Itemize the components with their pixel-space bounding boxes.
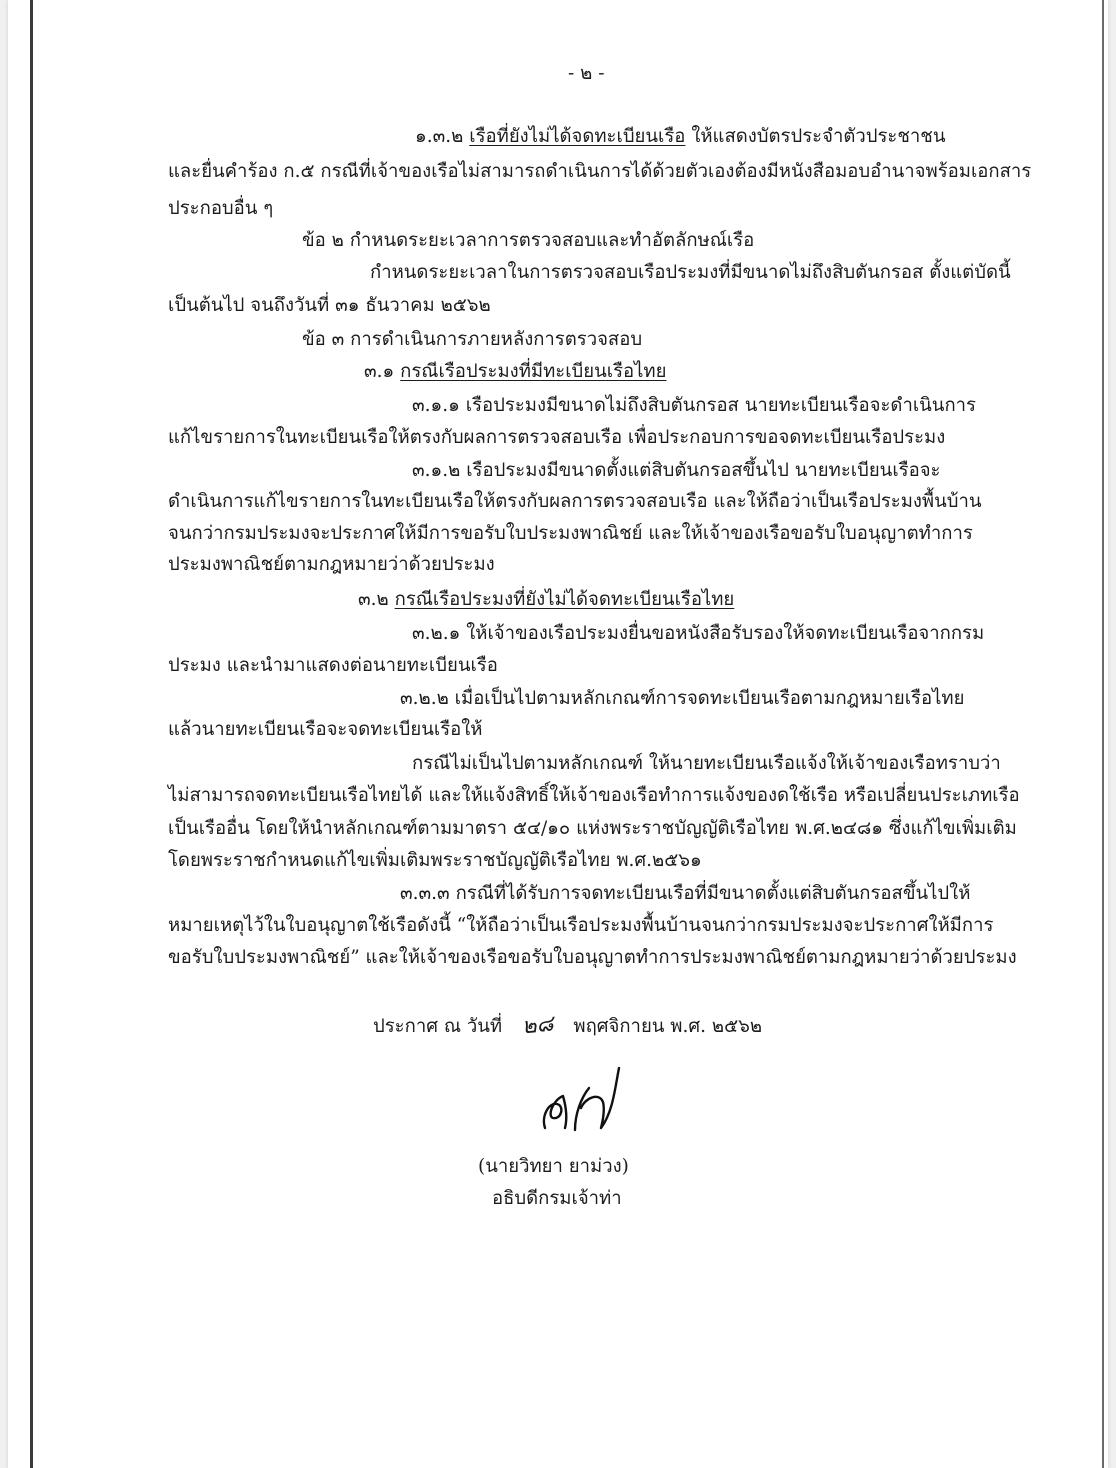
body-line: ๓.๒.๒ เมื่อเป็นไปตามหลักเกณฑ์การจดทะเบียนเรือตามกฎหมายเรือไทย [400, 688, 965, 709]
body-line: จนกว่ากรมประมงจะประกาศให้มีการขอรับใบประมงพาณิชย์ และให้เจ้าของเรือขอรับใบอนุญาตทำการ [168, 523, 973, 544]
clause-number: ๑.๓.๒ [415, 126, 464, 147]
section-heading-2: ข้อ ๒ กำหนดระยะเวลาการตรวจสอบและทำอัตลักษณ์เรือ [302, 230, 755, 251]
body-line: โดยพระราชกำหนดแก้ไขเพิ่มเติมพระราชบัญญัติเรือไทย พ.ศ.๒๕๖๑ [168, 850, 702, 871]
body-line: ๓.๓.๓ กรณีที่ได้รับการจดทะเบียนเรือที่มีขนาดตั้งแต่สิบตันกรอสขึ้นไปให้ [400, 883, 971, 904]
body-line: ๓.๒.๑ ให้เจ้าของเรือประมงยื่นขอหนังสือรับรองให้จดทะเบียนเรือจากกรม [412, 623, 985, 644]
subsection-number: ๓.๒ [358, 589, 389, 610]
body-line: หมายเหตุไว้ในใบอนุญาตใช้เรือดังนี้ “ให้ถือว่าเป็นเรือประมงพื้นบ้านจนกว่ากรมประมงจะประกาศให้มีการ [168, 915, 994, 936]
body-line: กำหนดระยะเวลาในการตรวจสอบเรือประมงที่มีขนาดไม่ถึงสิบตันกรอส ตั้งแต่บัดนี้ [370, 262, 1011, 283]
announce-month-year: พฤศจิกายน พ.ศ. ๒๕๖๒ [573, 1016, 763, 1037]
subsection-heading-underlined: กรณีเรือประมงที่มีทะเบียนเรือไทย [400, 361, 667, 382]
subsection-number: ๓.๑ [364, 361, 395, 382]
signer-name: (นายวิทยา ยาม่วง) [478, 1156, 629, 1177]
body-line: เป็นต้นไป จนถึงวันที่ ๓๑ ธันวาคม ๒๕๖๒ [168, 295, 491, 316]
body-line: ประมง และนำมาแสดงต่อนายทะเบียนเรือ [168, 655, 498, 676]
subsection-heading-underlined: กรณีเรือประมงที่ยังไม่ได้จดทะเบียนเรือไทย [394, 589, 735, 610]
body-line: ประมงพาณิชย์ตามกฎหมายว่าด้วยประมง [168, 554, 495, 575]
clause-1-3-2 [415, 125, 946, 149]
body-line: ขอรับใบประมงพาณิชย์” และให้เจ้าของเรือขอรับใบอนุญาตทำการประมงพาณิชย์ตามกฎหมายว่าด้วยประมง [168, 947, 1017, 968]
body-line: ๓.๑.๒ เรือประมงมีขนาดตั้งแต่สิบตันกรอสขึ้นไป นายทะเบียนเรือจะ [412, 460, 941, 481]
announcement-date [373, 1011, 763, 1040]
subsection-3-2 [358, 588, 734, 612]
clause-text: ให้แสดงบัตรประจำตัวประชาชน [691, 126, 946, 147]
signature [523, 1058, 633, 1138]
body-line: เป็นเรืออื่น โดยให้นำหลักเกณฑ์ตามมาตรา ๕๔/๑๐ แห่งพระราชบัญญัติเรือไทย พ.ศ.๒๔๘๑ ซึ่งแก้ไขเพิ่มเติม [168, 818, 1017, 839]
body-line: แล้วนายทะเบียนเรือจะจดทะเบียนเรือให้ [168, 719, 483, 740]
body-line: ดำเนินการแก้ไขรายการในทะเบียนเรือให้ตรงกับผลการตรวจสอบเรือ และให้ถือว่าเป็นเรือประมงพื้นบ้าน [168, 491, 982, 512]
body-line: ไม่สามารถจดทะเบียนเรือไทยได้ และให้แจ้งสิทธิ์ให้เจ้าของเรือทำการแจ้งของดใช้เรือ หรือเปลี่ยนประเภทเรือ [168, 785, 1020, 806]
body-line: ๓.๑.๑ เรือประมงมีขนาดไม่ถึงสิบตันกรอส นายทะเบียนเรือจะดำเนินการ [412, 395, 976, 416]
body-line: และยื่นคำร้อง ก.๕ กรณีที่เจ้าของเรือไม่สามารถดำเนินการได้ด้วยตัวเองต้องมีหนังสือมอบอำนาจพร้อมเอกสาร [168, 161, 1032, 182]
page-number: - ๒ - [568, 63, 605, 84]
body-line: แก้ไขรายการในทะเบียนเรือให้ตรงกับผลการตรวจสอบเรือ เพื่อประกอบการขอจดทะเบียนเรือประมง [168, 427, 946, 448]
announce-day-handwritten: ๒๘ [520, 1011, 555, 1040]
announce-prefix: ประกาศ ณ วันที่ [373, 1016, 503, 1037]
body-line: กรณีไม่เป็นไปตามหลักเกณฑ์ ให้นายทะเบียนเรือแจ้งให้เจ้าของเรือทราบว่า [412, 753, 1001, 774]
clause-heading-underlined: เรือที่ยังไม่ได้จดทะเบียนเรือ [469, 126, 686, 147]
document-page [8, 0, 1108, 1468]
scan-edge-left [30, 0, 33, 1468]
body-line: ประกอบอื่น ๆ [168, 198, 274, 219]
signer-title: อธิบดีกรมเจ้าท่า [492, 1188, 622, 1209]
section-heading-3: ข้อ ๓ การดำเนินการภายหลังการตรวจสอบ [302, 329, 643, 350]
subsection-3-1 [364, 360, 666, 384]
scan-edge-right [1102, 0, 1104, 1468]
